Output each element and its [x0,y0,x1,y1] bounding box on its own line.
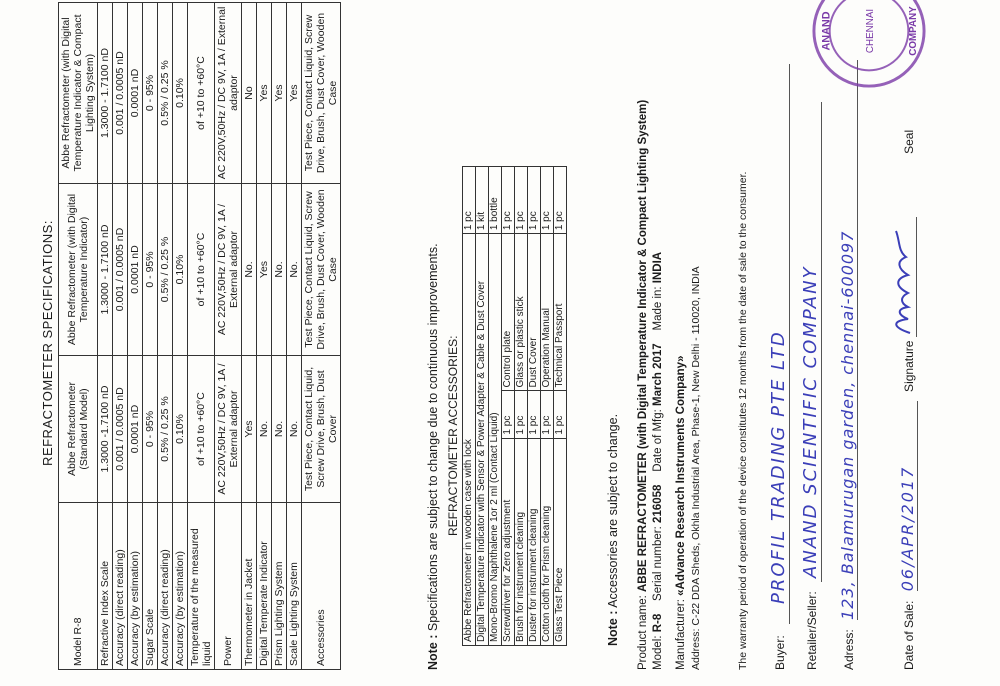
spec-row-label: Refractive Index Scale [98,503,113,670]
spec-row [302,3,341,670]
product-name-label: Product name: [637,595,649,670]
accessories-note [606,414,620,646]
spec-cell-col3: Yes [287,3,302,184]
svg-text:COMPANY: COMPANY [908,6,920,56]
spec-cell-col2: No. [287,184,302,356]
spec-cell-col2: 0 - 95% [143,184,158,356]
note-text: Specifications are subject to change due to continuous improvements. [426,243,440,635]
spec-cell-col1: AC 220V,50Hz / DC 9V, 1A / External adaptor [215,356,242,503]
spec-table [58,2,341,670]
spec-cell-col1: 1.3000 -1.7100 nD [98,356,113,503]
spec-cell-col1: 0 - 95% [143,356,158,503]
accessory-qty: 1 bottle [489,167,502,234]
seal-label: Seal [902,129,916,154]
spec-cell-col3: Yes [272,3,287,184]
spec-header-col3: Abbe Refractometer (with Digital Temperature Indicator & Compact Lighting System) [59,3,98,184]
manufacturer-line [674,100,689,670]
spec-row-label: Temperature of the measured liquid [188,503,215,670]
accessory-item: Duster for instrument cleaning [528,438,541,645]
spec-row [287,3,302,670]
spec-row-label: Accuracy (by estimation) [173,503,188,670]
adress-label: Adress: [842,629,856,670]
model-label: Model: [652,635,664,670]
address-value: C-22 DDA Sheds, Okhla Industrial Area, Phase-1, New Delhi - 110020, INDIA [690,266,702,626]
retailer-row [800,0,822,670]
spec-row [128,3,143,670]
address-line [689,100,704,670]
buyer-row [768,0,790,670]
buyer-label: Buyer: [773,635,787,670]
accessory-row [528,167,541,646]
spec-cell-col1: 0.0001 nD [128,356,143,503]
spec-row-label: Accuracy (direct reading) [158,503,173,670]
accessory-qty: 1 pc [515,391,528,438]
spec-row [98,3,113,670]
spec-row [215,3,242,670]
spec-cell-col3: AC 220V,50Hz / DC 9V, 1A / External adaptor [215,3,242,184]
spec-row-label: Thermometer in Jacket [242,503,257,670]
spec-cell-col1: No. [287,356,302,503]
spec-cell-col1: 0.10% [173,356,188,503]
note-text: Accessories are subject to change. [606,413,620,611]
buyer-handwriting: PROFIL TRADING PTE LTD [768,330,789,604]
accessory-row [515,167,528,646]
accessory-qty: 1 pc [463,167,476,234]
accessory-qty: 1 pc [502,391,515,438]
company-seal-stamp [810,0,928,90]
accessory-qty: 1 pc [554,391,567,438]
spec-cell-col3: Test Piece, Contact Liquid, Screw Drive, Brush, Dust Cover, Wooden Case [302,3,341,184]
spec-row [188,3,215,670]
note-prefix: Note : [426,634,440,670]
spec-row-label: Accessories [302,503,341,670]
accessory-row [463,167,476,646]
serial-label: Serial number: [652,526,664,601]
accessory-item: Glass Test Piece [554,438,567,645]
spec-cell-col3: 0.10% [173,3,188,184]
spec-cell-col1: of +10 to +60°C [188,356,215,503]
adress-row [838,0,858,670]
spec-header-row [59,3,98,670]
accessory-item: Dust Cover [528,234,541,391]
accessory-item: Control plate [502,234,515,391]
date-handwriting: 06/APR/2017 [898,465,917,592]
spec-row [158,3,173,670]
accessory-row [502,167,515,646]
spec-row-label: Accuracy (by estimation) [128,503,143,670]
spec-row-label: Digital Temperate Indicator [257,503,272,670]
spec-cell-col1: No. [257,356,272,503]
spec-cell-col2: 1.3000 - 1.7100 nD [98,184,113,356]
spec-header-col2: Abbe Refractometer (with Digital Temperature Indicator) [59,184,98,356]
buyer-field [768,64,790,624]
spec-table-body [98,3,341,670]
spec-cell-col1: 0.001 / 0.0005 nD [113,356,128,503]
accessory-qty: 1 pc [528,167,541,234]
spec-cell-col3: 1.3000 - 1.7100 nD [98,3,113,184]
spec-cell-col1: Yes [242,356,257,503]
spec-row-label: Prism Lighting System [272,503,287,670]
accessory-item: Screwdriver for Zero adjustment [502,438,515,645]
mfg-value: March 2017 [652,343,664,406]
accessories-table-body [463,167,567,646]
accessory-item: Technical Passport [554,234,567,391]
manufacturer-value: «Advance Research Instruments Company» [675,355,687,596]
accessories-title: REFRACTOMETER ACCESSORIES: [446,335,460,536]
spec-cell-col2: 0.5% / 0.25 % [158,184,173,356]
accessory-item: Brush for instrument cleaning [515,438,528,645]
spec-row [113,3,128,670]
adress-field [838,60,858,620]
retailer-label: Retailer/Seller: [805,591,819,670]
spec-cell-col3: 0.001 / 0.0005 nD [113,3,128,184]
spec-row-label: Accuracy (direct reading) [113,503,128,670]
spec-row [272,3,287,670]
retailer-field [800,102,822,582]
svg-text:CHENNAI: CHENNAI [864,8,876,54]
date-field [898,401,918,591]
accessory-item: Abbe Refractometer in wooden case with lock [463,234,476,646]
adress-handwriting: 123, Balamurugan garden, chennai-600097 [838,230,857,620]
accessory-item: Digital Temperature Indicator with Sensor & Power Adapter & Cable & Dust Cover [476,234,489,646]
spec-row-label: Scale Lighting System [287,503,302,670]
mfg-label: Date of Mfg: [652,409,664,472]
spec-cell-col2: No. [272,184,287,356]
product-name-line [636,100,651,670]
spec-row [173,3,188,670]
spec-note [426,243,440,670]
accessory-item: Glass or plastic stick [515,234,528,391]
signature-label: Signature [902,340,916,392]
spec-header-col1: Abbe Refractometer (Standard Model) [59,356,98,503]
accessory-item: Mono-Bromo Naphthalene 1or 2 ml (Contact Liquid) [489,234,502,646]
product-name-value: ABBE REFRACTOMETER (with Digital Temperature Indicator & Compact Lighting System) [637,99,649,592]
manufacturer-label: Manufacturer: [675,599,687,670]
spec-cell-col2: AC 220V,50Hz / DC 9V, 1A / External adaptor [215,184,242,356]
spec-cell-col3: No [242,3,257,184]
spec-row [143,3,158,670]
date-label: Date of Sale: [902,600,916,670]
signature-field [890,217,917,337]
spec-row [242,3,257,670]
address-label: Address: [690,628,702,670]
serial-value: 216058 [652,484,664,523]
accessory-qty: 1 pc [515,167,528,234]
model-line [651,100,666,670]
accessory-qty: 1 pc [502,167,515,234]
made-value: INDIA [652,251,664,284]
product-info [636,100,704,670]
spec-cell-col3: of +10 to +60°C [188,3,215,184]
accessory-item: Operation Manual [541,234,554,391]
spec-cell-col2: No. [242,184,257,356]
made-label: Made in: [652,286,664,331]
spec-header-label: Model R-8 [59,503,98,670]
date-row [890,0,918,670]
retailer-handwriting: ANAND SCIENTIFIC COMPANY [800,265,821,578]
accessory-qty: 1 kit [476,167,489,234]
warranty-text: The warranty period of operation of the device constitutes 12 months from the date of sale to the consumer. [737,171,749,670]
accessory-row [476,167,489,646]
accessory-row [489,167,502,646]
accessory-qty: 1 pc [541,391,554,438]
accessory-row [554,167,567,646]
signature-scribble [890,227,916,337]
accessory-qty: 1 pc [541,167,554,234]
spec-row-label: Power [215,503,242,670]
spec-cell-col2: of +10 to +60°C [188,184,215,356]
page-title: REFRACTOMETER SPECIFICATIONS: [40,220,55,466]
accessory-qty: 1 pc [528,391,541,438]
spec-cell-col2: Yes [257,184,272,356]
note-prefix: Note : [606,610,620,646]
spec-cell-col1: 0.5% / 0.25 % [158,356,173,503]
svg-text:ANAND: ANAND [820,11,833,51]
spec-row [257,3,272,670]
spec-cell-col3: 0.0001 nD [128,3,143,184]
spec-row-label: Sugar Scale [143,503,158,670]
spec-cell-col3: 0.5% / 0.25 % [158,3,173,184]
model-value: R-8 [652,613,664,633]
spec-cell-col2: 0.001 / 0.0005 nD [113,184,128,356]
spec-cell-col3: 0 - 95% [143,3,158,184]
spec-cell-col1: Test Piece, Contact Liquid, Screw Drive, Brush, Dust Cover [302,356,341,503]
spec-cell-col2: Test Piece, Contact Liquid, Screw Drive, Brush, Dust Cover, Wooden Case [302,184,341,356]
accessory-item: Cotton cloth for Prism cleaning [541,438,554,645]
spec-cell-col3: Yes [257,3,272,184]
accessory-row [541,167,554,646]
spec-cell-col2: 0.0001 nD [128,184,143,356]
spec-cell-col2: 0.10% [173,184,188,356]
accessories-table [462,166,567,646]
accessory-qty: 1 pc [554,167,567,234]
spec-cell-col1: No. [272,356,287,503]
